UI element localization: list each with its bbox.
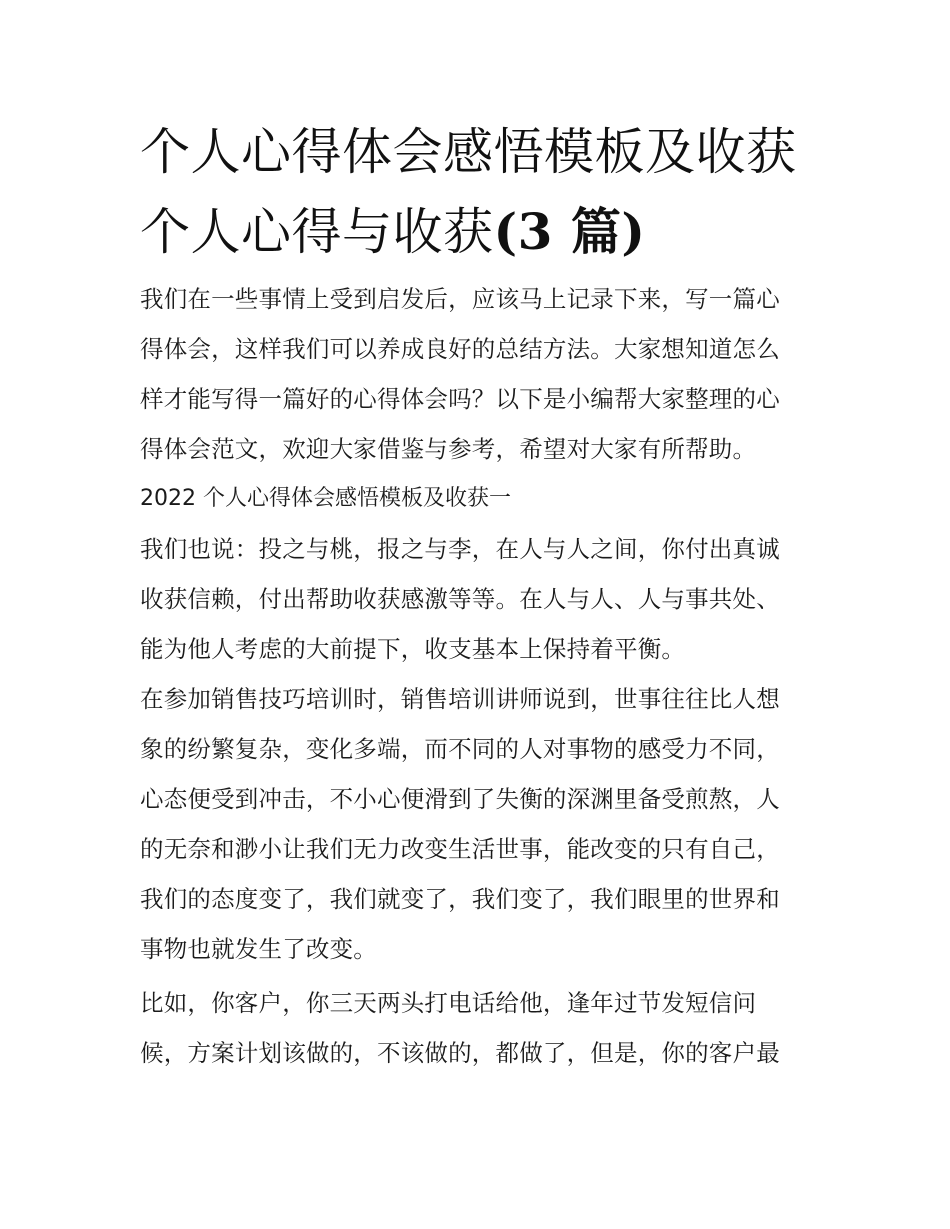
body-paragraph-3 xyxy=(140,978,812,1078)
intro-line: 样才能写得一篇好的心得体会吗？以下是小编帮大家整理的心 xyxy=(140,385,780,413)
paragraph-line: 我们的态度变了，我们就变了，我们变了，我们眼里的世界和 xyxy=(140,885,780,913)
document-page xyxy=(140,112,812,1078)
paragraph-line: 象的纷繁复杂，变化多端，而不同的人对事物的感受力不同， xyxy=(140,735,780,763)
body-paragraph-1 xyxy=(140,524,812,674)
intro-line: 得体会，这样我们可以养成良好的总结方法。大家想知道怎么 xyxy=(140,335,780,363)
paragraph-line: 事物也就发生了改变。 xyxy=(140,935,377,963)
paragraph-line: 在参加销售技巧培训时，销售培训讲师说到，世事往往比人想 xyxy=(140,685,780,713)
paragraph-line: 比如，你客户，你三天两头打电话给他，逢年过节发短信问 xyxy=(140,989,757,1017)
intro-line: 我们在一些事情上受到启发后，应该马上记录下来，写一篇心 xyxy=(140,285,780,313)
intro-line: 得体会范文，欢迎大家借鉴与参考，希望对大家有所帮助。 xyxy=(140,435,757,463)
paragraph-line: 能为他人考虑的大前提下，收支基本上保持着平衡。 xyxy=(140,635,686,663)
paragraph-line: 收获信赖，付出帮助收获感激等等。在人与人、人与事共处、 xyxy=(140,585,780,613)
paragraph-line: 心态便受到冲击，不小心便滑到了失衡的深渊里备受煎熬，人 xyxy=(140,785,780,813)
intro-paragraph xyxy=(140,274,812,474)
paragraph-line: 的无奈和渺小让我们无力改变生活世事，能改变的只有自己， xyxy=(140,835,780,863)
title-line-2-suffix: (3 篇) xyxy=(493,202,646,261)
document-title xyxy=(140,112,812,272)
title-line-1: 个人心得体会感悟模板及收获 xyxy=(140,123,797,181)
body-paragraph-2 xyxy=(140,674,812,974)
paragraph-line: 我们也说：投之与桃，报之与李，在人与人之间，你付出真诚 xyxy=(140,535,780,563)
title-line-2 xyxy=(140,192,812,272)
paragraph-line: 候，方案计划该做的，不该做的，都做了，但是，你的客户最 xyxy=(140,1039,780,1067)
title-line-2-text: 个人心得与收获 xyxy=(140,203,494,261)
section-heading: 2022 个人心得体会感悟模板及收获一 xyxy=(140,486,511,511)
